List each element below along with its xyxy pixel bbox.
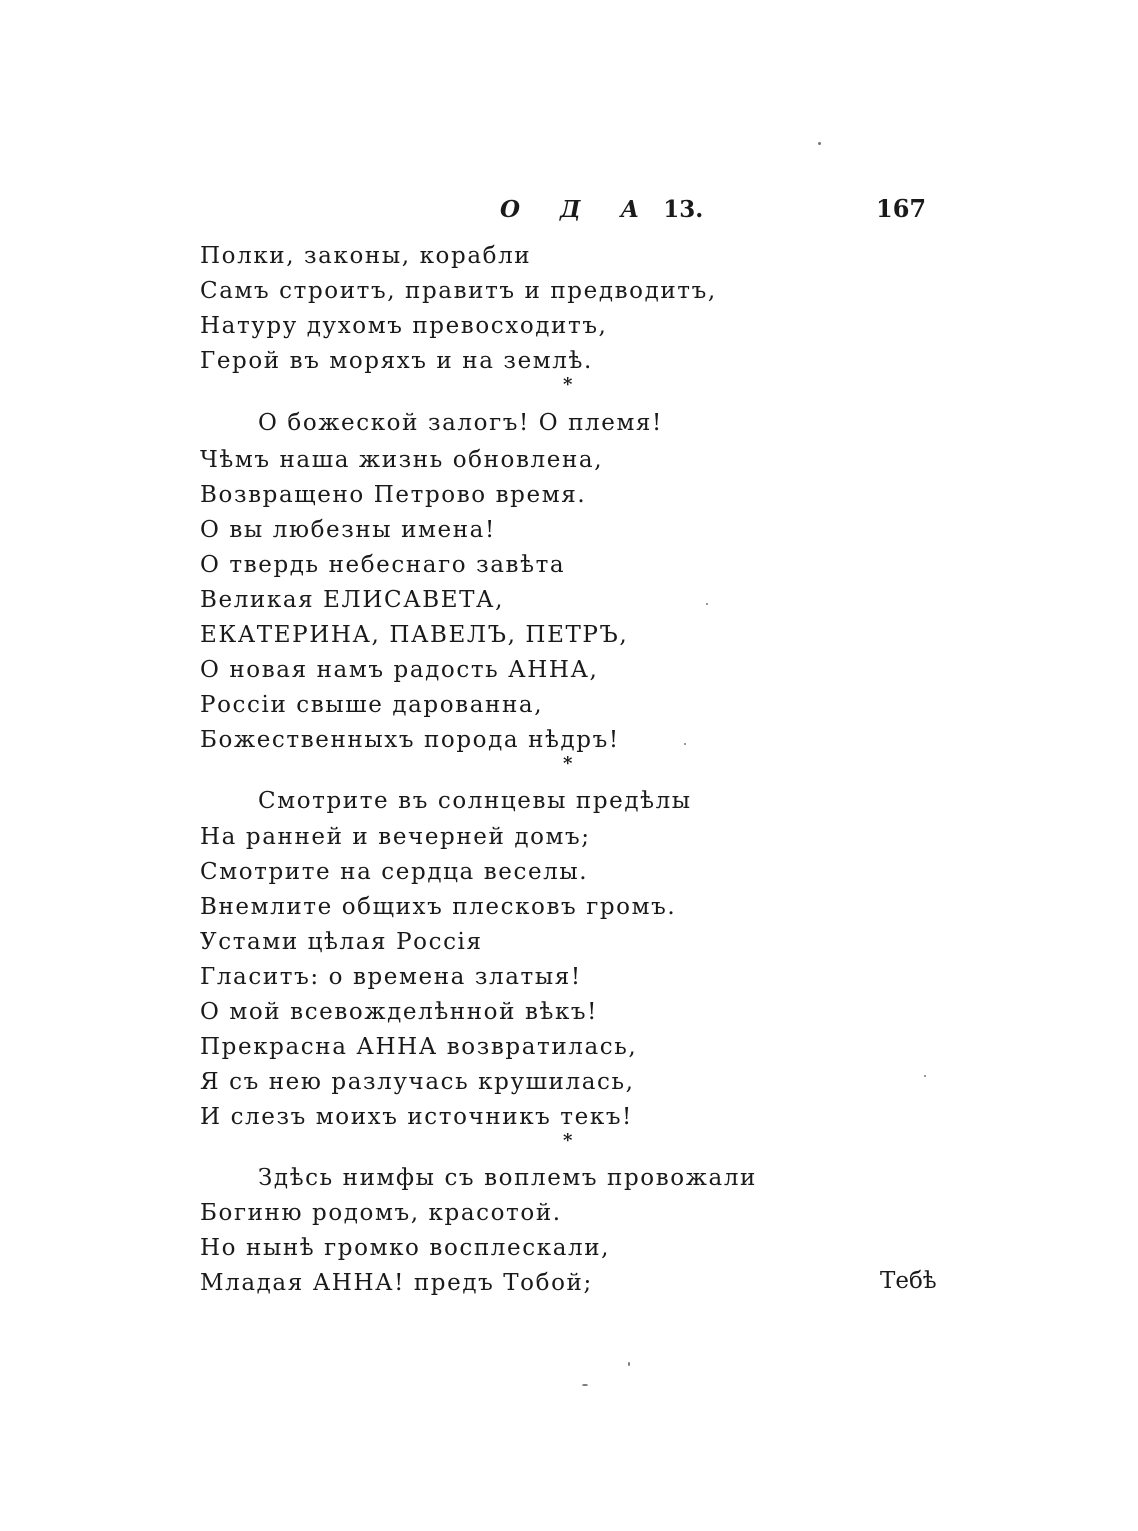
verse-line: Богиню родомъ, красотой. [200, 1200, 562, 1226]
verse-line: Самъ строитъ, правитъ и предводитъ, [200, 278, 717, 304]
verse-line: Герой въ моряхъ и на землѣ. [200, 348, 593, 374]
verse-line: Великая ЕЛИСАВЕТА, [200, 587, 504, 613]
verse-line: Я съ нею разлучась крушилась, [200, 1069, 635, 1095]
verse-line: ЕКАТЕРИНА, ПАВЕЛЪ, ПЕТРЪ, [200, 622, 629, 648]
running-head [500, 196, 703, 223]
verse-line: И слезъ моихъ источникъ текъ! [200, 1104, 633, 1130]
stanza-mark: * [563, 1130, 573, 1151]
verse-line: На ранней и вечерней домъ; [200, 824, 591, 850]
verse-line: Но нынѣ громко восплескали, [200, 1235, 611, 1261]
catchword: Тебѣ [880, 1268, 937, 1294]
verse-line: Здѣсь нимфы съ воплемъ провожали [258, 1165, 757, 1191]
paper-speck [706, 603, 708, 605]
verse-line: Смотрите на сердца веселы. [200, 859, 589, 885]
verse-line: О мой всевожделѣнной вѣкъ! [200, 999, 599, 1025]
running-head-number: 13. [663, 196, 704, 223]
verse-line: О твердь небеснаго завѣта [200, 552, 566, 578]
paper-speck [684, 743, 686, 745]
verse-line: Прекрасна АННА возвратилась, [200, 1034, 638, 1060]
paper-speck [924, 1075, 926, 1077]
stanza-mark: * [563, 753, 573, 774]
verse-line: Чѣмъ наша жизнь обновлена, [200, 447, 604, 473]
verse-line: Возвращено Петрово время. [200, 482, 587, 508]
paper-speck [628, 1362, 630, 1366]
verse-line: Божественныхъ порода нѣдръ! [200, 727, 620, 753]
verse-line: Младая АННА! предъ Тобой; [200, 1270, 593, 1296]
verse-line: О вы любезны имена! [200, 517, 496, 543]
verse-line: О новая намъ радость АННА, [200, 657, 599, 683]
verse-line: Смотрите въ солнцевы предѣлы [258, 788, 692, 814]
verse-line: О божеской залогъ! О племя! [258, 410, 663, 436]
running-head-title: О Д А [500, 196, 656, 223]
verse-line: Устами цѣлая Россія [200, 929, 483, 955]
page-number: 167 [876, 194, 927, 223]
stanza-mark: * [563, 374, 573, 395]
verse-line: Россіи свыше дарованна, [200, 692, 544, 718]
verse-line: Внемлите общихъ плесковъ громъ. [200, 894, 677, 920]
verse-line: Натуру духомъ превосходитъ, [200, 313, 608, 339]
paper-speck [582, 1384, 588, 1386]
verse-line: Гласитъ: о времена златыя! [200, 964, 582, 990]
paper-speck [818, 142, 821, 145]
verse-line: Полки, законы, корабли [200, 243, 532, 269]
